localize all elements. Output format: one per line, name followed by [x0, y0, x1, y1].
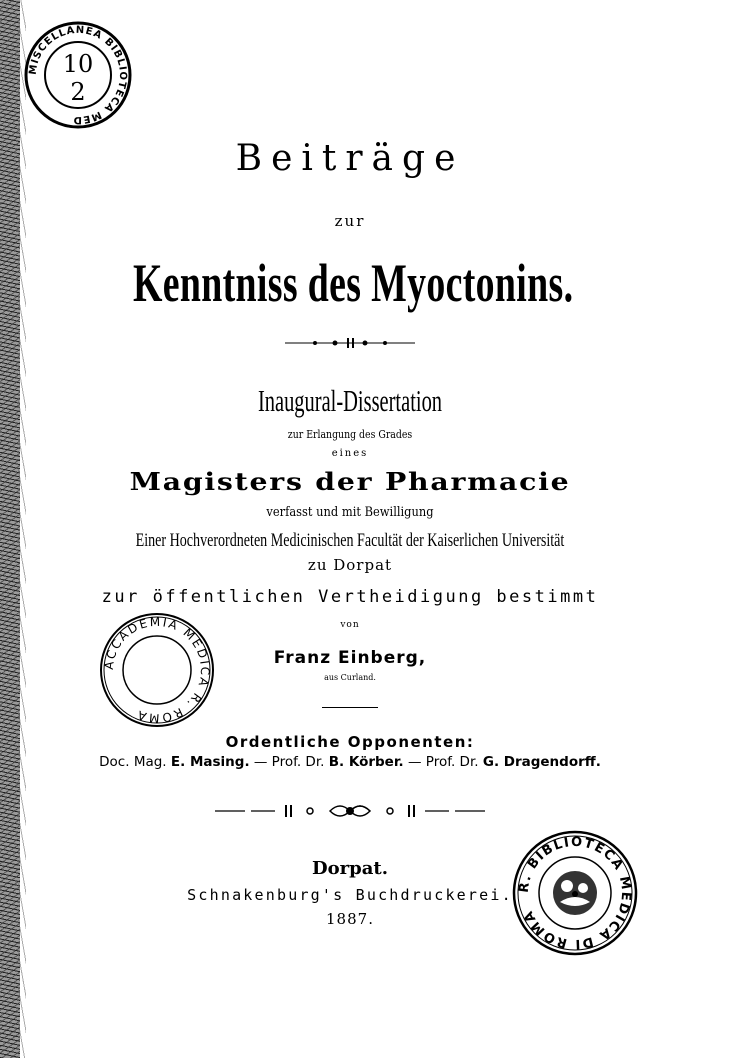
- ornament-divider-top: [40, 335, 660, 354]
- ornament-divider-bottom: [40, 800, 660, 826]
- svg-text:ACCADEMIA MEDICA R. ROMA: [102, 615, 212, 725]
- verfasst-line: verfasst und mit Bewilligung: [266, 505, 434, 520]
- author-name: Franz Einberg,: [273, 648, 427, 668]
- opponent-name: E. Masing.: [170, 754, 250, 770]
- opponents-list: [40, 754, 660, 770]
- opponent-title: Doc. Mag.: [99, 754, 167, 770]
- faculty-line: Einer Hochverordneten Medicinischen Facultät der Kaiserlichen Universität: [135, 530, 565, 551]
- defense-line: zur öffentlichen Vertheidigung bestimmt: [101, 587, 599, 607]
- stamp-ring-text: MISCELLANEA BIBLIOTECA MED: [27, 24, 129, 126]
- eines-line: eines: [331, 448, 369, 459]
- opponent-name: G. Dragendorff.: [482, 754, 601, 770]
- imprint-year: 1887.: [326, 910, 374, 928]
- stamp-number-bottom: 2: [70, 78, 86, 106]
- dissertation-heading: Inaugural-Dissertation: [257, 383, 443, 418]
- title-beitraege: Beiträge: [235, 138, 465, 179]
- stamp-number-top: 10: [62, 50, 94, 78]
- author-origin: aus Curland.: [324, 673, 376, 682]
- book-spine-shadow: [18, 0, 26, 1058]
- title-zur: zur: [334, 212, 366, 230]
- stamp-ring-text: ACCADEMIA MEDICA R. ROMA: [101, 614, 213, 726]
- author-rule: [322, 707, 378, 708]
- opponent-title: — Prof. Dr.: [408, 754, 479, 770]
- library-stamp-top-left: [22, 20, 134, 130]
- imprint-place: Dorpat.: [312, 858, 388, 879]
- library-stamp-accademia: [97, 610, 217, 730]
- library-stamp-biblioteca-medica: [510, 828, 640, 958]
- stamp-ring-text: R. BIBLIOTECA MEDICA DI ROMA: [516, 834, 634, 952]
- university-city-line: zu Dorpat: [307, 556, 393, 574]
- book-spine-edge: [0, 0, 20, 1058]
- erlangung-line: zur Erlangung des Grades: [287, 428, 413, 441]
- opponents-heading: Ordentliche Opponenten:: [225, 733, 475, 751]
- von-line: von: [340, 620, 360, 630]
- imprint-printer: Schnakenburg's Buchdruckerei.: [187, 886, 513, 904]
- opponent-title: — Prof. Dr.: [253, 754, 325, 770]
- opponent-name: B. Körber.: [328, 754, 404, 770]
- degree-title: Magisters der Pharmacie: [129, 467, 571, 496]
- crest-emblem-icon: [553, 871, 597, 915]
- main-title: Kenntniss des Myoctonins.: [133, 253, 574, 313]
